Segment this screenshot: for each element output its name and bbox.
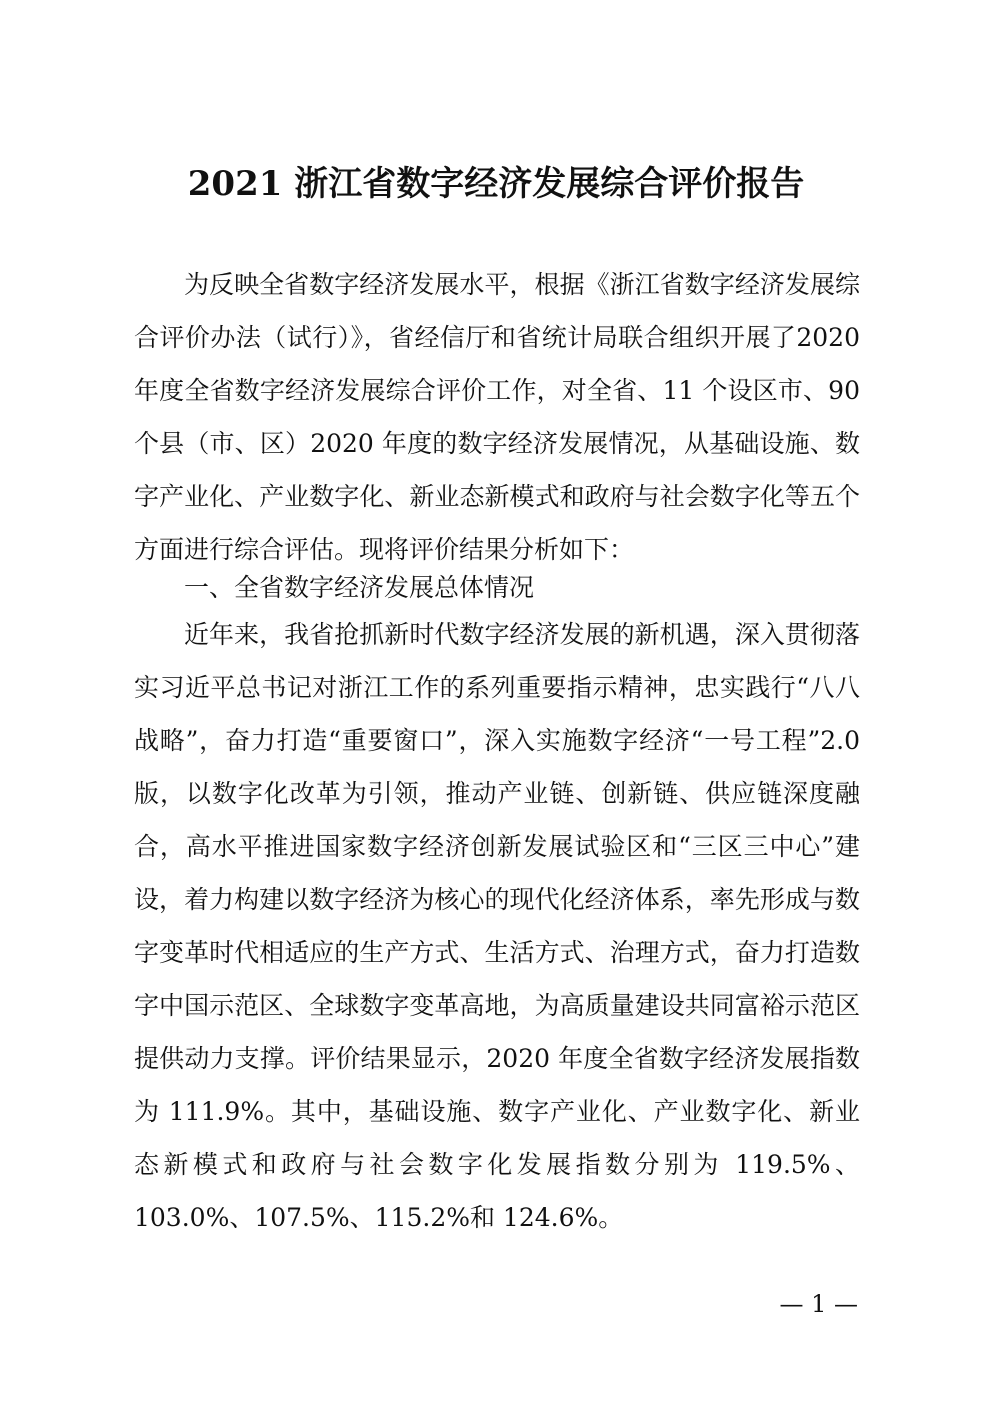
intro-paragraph: 为反映全省数字经济发展水平，根据《浙江省数字经济发展综合评价办法（试行）》，省经信厅和省统计局联合组织开展了2020 年度全省数字经济发展综合评价工作，对全省、11 个设区市、90 个县（市、区）2020 年度的数字经济发展情况，从基础设施、数字产业化、产业数字化、新业态新模式和政府与社会数字化等五个方面进行综合评估。现将评价结果分析如下： <box>134 270 860 564</box>
section-paragraph-block <box>134 608 860 1244</box>
document-title: 2021 浙江省数字经济发展综合评价报告 <box>187 164 805 204</box>
section-paragraph: 近年来，我省抢抓新时代数字经济发展的新机遇，深入贯彻落实习近平总书记对浙江工作的系列重要指示精神，忠实践行“八八战略”，奋力打造“重要窗口”，深入实施数字经济“一号工程”2.0 版，以数字化改革为引领，推动产业链、创新链、供应链深度融合，高水平推进国家数字经济创新发展试验区和“三区三中心”建设，着力构建以数字经济为核心的现代化经济体系，率先形成与数字变革时代相适应的生产方式、生活方式、治理方式，奋力打造数字中国示范区、全球数字变革高地，为高质量建设共同富裕示范区提供动力支撑。评价结果显示，2020 年度全省数字经济发展指数为 111.9%。其中，基础设施、数字产业化、产业数字化、新业态新模式和政府与社会数字化发展指数分别为 119.5%、103.0%、107.5%、115.2%和 124.6%。 <box>134 620 860 1232</box>
intro-paragraph-block <box>134 258 860 576</box>
page-number: — 1 — <box>779 1290 858 1318</box>
section-heading: 一、全省数字经济发展总体情况 <box>184 573 535 602</box>
